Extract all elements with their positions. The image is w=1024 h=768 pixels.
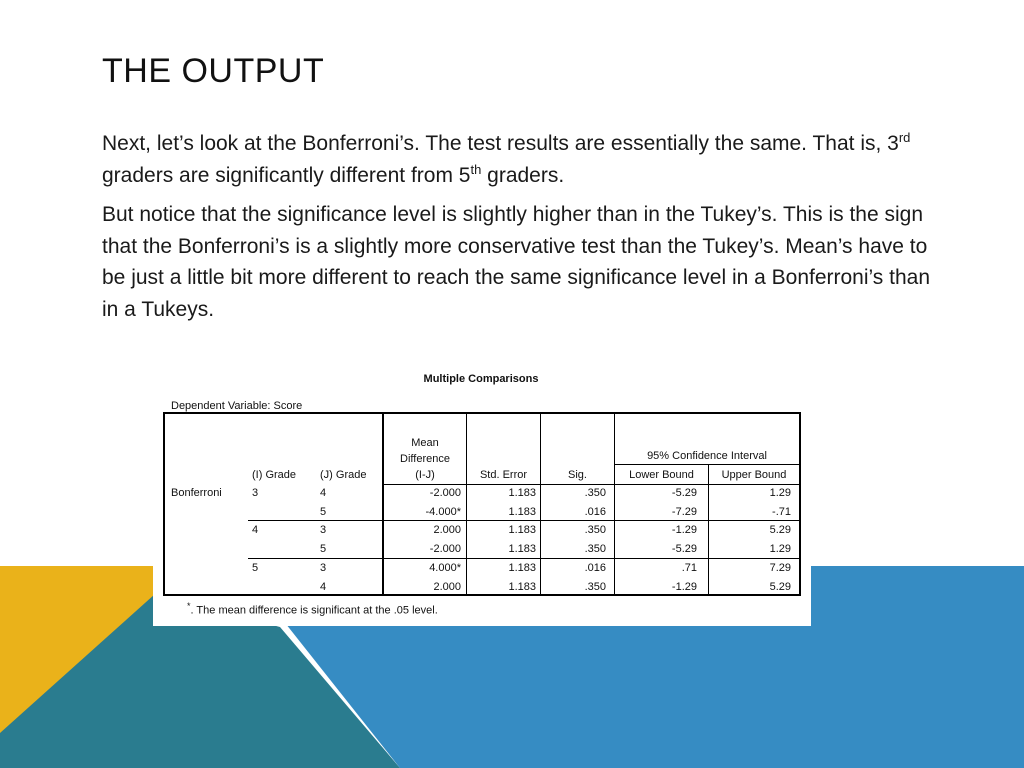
slide-title: THE OUTPUT — [102, 52, 325, 90]
cell-sig: .350 — [584, 580, 606, 593]
cell-upper-bound: 5.29 — [769, 524, 791, 537]
cell-lower-bound: -1.29 — [671, 580, 697, 593]
paragraph-1-part2: graders are significantly different from 5 — [102, 163, 471, 187]
header-ci: 95% Confidence Interval — [647, 450, 767, 462]
table-right-border — [799, 412, 801, 595]
paragraph-2: But notice that the significance level is slightly higher than in the Tukey’s. This is the sign that the Bonferroni’s is a slightly more conservative test than the Tukey’s. Mean’s have to be just a little bit more different to reach the same significance level in a Bonferroni’s than in a Tukeys. — [102, 203, 931, 321]
cell-j-grade: 4 — [320, 580, 327, 593]
superscript-th: th — [470, 161, 482, 177]
cell-sig: .350 — [584, 543, 606, 556]
cell-std-error: 1.183 — [508, 524, 536, 537]
cell-i-grade: 3 — [252, 487, 259, 499]
table-bottom-border — [163, 594, 801, 596]
cell-std-error: 1.183 — [508, 505, 536, 518]
cell-upper-bound: 7.29 — [769, 561, 791, 574]
cell-mean-difference: -2.000 — [429, 487, 461, 499]
cell-mean-difference: 2.000 — [433, 524, 461, 537]
header-lower-bound: Lower Bound — [629, 469, 694, 481]
table-top-border — [163, 412, 801, 414]
cell-lower-bound: -5.29 — [671, 487, 697, 499]
method-label: Bonferroni — [171, 487, 222, 499]
superscript-rd: rd — [898, 130, 911, 145]
cell-sig: .016 — [584, 505, 606, 518]
cell-std-error: 1.183 — [508, 561, 536, 574]
header-std-error: Std. Error — [479, 469, 528, 481]
cell-upper-bound: 5.29 — [769, 580, 791, 593]
cell-mean-difference: 2.000 — [433, 580, 461, 593]
cell-sig: .350 — [584, 524, 606, 537]
cell-mean-difference: -2.000 — [429, 543, 461, 556]
footnote-text: . The mean difference is significant at the .05 level. — [190, 604, 438, 617]
cell-sig: .016 — [584, 561, 606, 574]
cell-upper-bound: -.71 — [772, 505, 791, 518]
cell-mean-difference: -4.000* — [425, 505, 461, 518]
cell-upper-bound: 1.29 — [769, 487, 791, 499]
slide-body — [102, 128, 942, 333]
paragraph-1 — [102, 128, 942, 191]
cell-j-grade: 3 — [320, 561, 327, 574]
header-i-grade: (I) Grade — [252, 469, 297, 481]
cell-lower-bound: -5.29 — [671, 543, 697, 556]
cell-std-error: 1.183 — [508, 580, 536, 593]
cell-mean-difference: 4.000* — [429, 561, 461, 574]
group-separator-2 — [248, 558, 801, 559]
cell-lower-bound: -7.29 — [671, 505, 697, 518]
cell-lower-bound: .71 — [681, 561, 697, 574]
header-j-grade: (J) Grade — [320, 469, 367, 481]
header-mean: Mean — [411, 437, 439, 449]
cell-upper-bound: 1.29 — [769, 543, 791, 556]
dependent-variable-label: Dependent Variable: Score — [171, 400, 303, 412]
table-footnote — [187, 601, 438, 617]
header-separator — [382, 484, 801, 485]
header-i-j: (I-J) — [415, 469, 435, 481]
header-upper-bound: Upper Bound — [721, 469, 787, 481]
cell-lower-bound: -1.29 — [671, 524, 697, 537]
cell-j-grade: 5 — [320, 505, 327, 518]
cell-sig: .350 — [584, 487, 606, 499]
cell-i-grade: 5 — [252, 561, 259, 574]
paragraph-1-part1: Next, let’s look at the Bonferroni’s. The test results are essentially the same. That is, 3 — [102, 132, 899, 155]
table-left-border — [163, 412, 165, 595]
header-sig: Sig. — [568, 469, 587, 481]
table-title: Multiple Comparisons — [423, 373, 539, 385]
cell-std-error: 1.183 — [508, 543, 536, 556]
group-separator-1 — [248, 520, 801, 521]
multiple-comparisons-table — [153, 367, 811, 626]
footnote-mark: * — [187, 601, 191, 611]
cell-j-grade: 5 — [320, 543, 327, 556]
paragraph-1-part3: graders. — [481, 163, 565, 187]
cell-j-grade: 4 — [320, 487, 327, 499]
cell-i-grade: 4 — [252, 524, 259, 537]
cell-j-grade: 3 — [320, 524, 327, 537]
header-difference: Difference — [400, 453, 450, 465]
cell-std-error: 1.183 — [508, 487, 536, 499]
